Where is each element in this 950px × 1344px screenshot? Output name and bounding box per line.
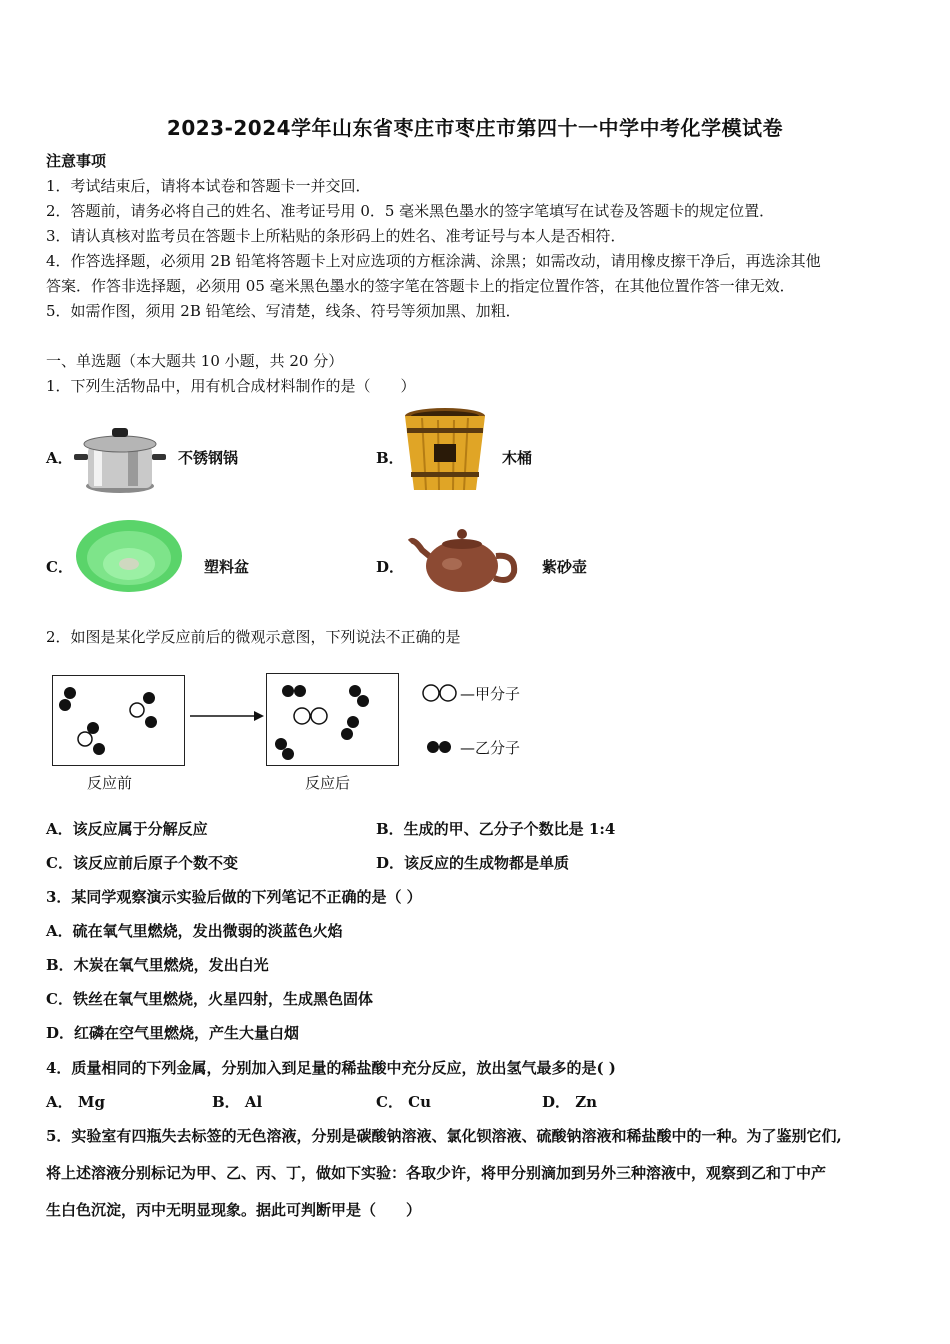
- q1-option-a-text: 不锈钢锅: [178, 449, 239, 467]
- q1-option-c-text: 塑料盆: [204, 558, 250, 576]
- question-3-stem: 3．某同学观察演示实验后做的下列笔记不正确的是（ ）: [46, 888, 422, 906]
- question-4-stem: 4．质量相同的下列金属，分别加入到足量的稀盐酸中充分反应，放出氢气最多的是( ): [46, 1059, 616, 1077]
- q2-option-a: A．该反应属于分解反应: [46, 820, 208, 838]
- notice-item: 5．如需作图，须用 2B 铅笔绘、写清楚，线条、符号等须加黑、加粗．: [46, 302, 521, 320]
- notice-item: 3．请认真核对监考员在答题卡上所粘贴的条形码上的姓名、准考证号与本人是否相符．: [46, 227, 626, 245]
- after-molecules: [267, 674, 398, 765]
- reaction-arrow-icon: [188, 708, 266, 724]
- q1-option-b-text: 木桶: [502, 449, 533, 467]
- q3-option-d: D．红磷在空气里燃烧，产生大量白烟: [46, 1024, 300, 1042]
- question-5-line: 将上述溶液分别标记为甲、乙、丙、丁，做如下实验：各取少许，将甲分别滴加到另外三种溶液中，观察到乙和丁中产: [46, 1164, 827, 1182]
- q1-option-c-label: C．: [46, 558, 73, 576]
- notice-heading: 注意事项: [46, 152, 107, 170]
- q4-option-b: B． Al: [212, 1093, 263, 1111]
- question-2-stem: 2．如图是某化学反应前后的微观示意图，下列说法不正确的是: [46, 628, 461, 646]
- q4-option-a: A． Mg: [46, 1093, 105, 1111]
- notice-item: 答案．作答非选择题，必须用 05 毫米黑色墨水的签字笔在答题卡上的指定位置作答，在其他位置作答一律无效．: [46, 277, 795, 295]
- bucket-icon: [402, 406, 488, 496]
- diagram-after-box: [266, 673, 399, 766]
- q1-option-d-text: 紫砂壶: [542, 558, 588, 576]
- page-title: 2023-2024学年山东省枣庄市枣庄市第四十一中学中考化学模试卷: [166, 116, 784, 140]
- notice-item: 1．考试结束后，请将本试卷和答题卡一并交回．: [46, 177, 371, 195]
- teapot-icon: [404, 520, 522, 596]
- question-5-line: 生白色沉淀，丙中无明显现象。据此可判断甲是（ ）: [46, 1201, 422, 1219]
- q1-option-b-label: B．: [376, 449, 404, 467]
- q3-option-c: C．铁丝在氧气里燃烧，火星四射，生成黑色固体: [46, 990, 373, 1008]
- notice-item: 2．答题前，请务必将自己的姓名、准考证号用 0．5 毫米黑色墨水的签字笔填写在试卷及答题卡的规定位置．: [46, 202, 775, 220]
- before-molecules: [53, 676, 184, 765]
- legend-a-text: —甲分子: [460, 685, 521, 703]
- q4-option-c: C． Cu: [376, 1093, 432, 1111]
- molecule-a-legend-icon: [420, 682, 460, 704]
- q2-option-c: C．该反应前后原子个数不变: [46, 854, 238, 872]
- q3-option-b: B．木炭在氧气里燃烧，发出白光: [46, 956, 269, 974]
- section-heading: 一、单选题（本大题共 10 小题，共 20 分）: [46, 352, 344, 370]
- notice-item: 4．作答选择题，必须用 2B 铅笔将答题卡上对应选项的方框涂满、涂黑；如需改动，请用橡皮擦干净后，再选涂其他: [46, 252, 821, 270]
- basin-icon: [74, 516, 184, 596]
- question-5-line: 5．实验室有四瓶失去标签的无色溶液，分别是碳酸钠溶液、氯化钡溶液、硫酸钠溶液和稀盐酸中的一种。为了鉴别它们,: [46, 1127, 842, 1145]
- q3-option-a: A．硫在氧气里燃烧，发出微弱的淡蓝色火焰: [46, 922, 343, 940]
- q4-option-d: D． Zn: [542, 1093, 598, 1111]
- q1-option-a-label: A．: [46, 449, 73, 467]
- q2-option-b: B．生成的甲、乙分子个数比是 1:4: [376, 820, 616, 838]
- q2-option-d: D．该反应的生成物都是单质: [376, 854, 570, 872]
- caption-after: 反应后: [305, 774, 351, 792]
- molecule-b-legend-icon: [424, 738, 458, 756]
- q1-option-d-label: D．: [376, 558, 405, 576]
- pot-icon: [72, 422, 168, 496]
- diagram-before-box: [52, 675, 185, 766]
- legend-b-text: —乙分子: [460, 739, 521, 757]
- caption-before: 反应前: [87, 774, 133, 792]
- question-1-stem: 1．下列生活物品中，用有机合成材料制作的是（ ）: [46, 377, 416, 395]
